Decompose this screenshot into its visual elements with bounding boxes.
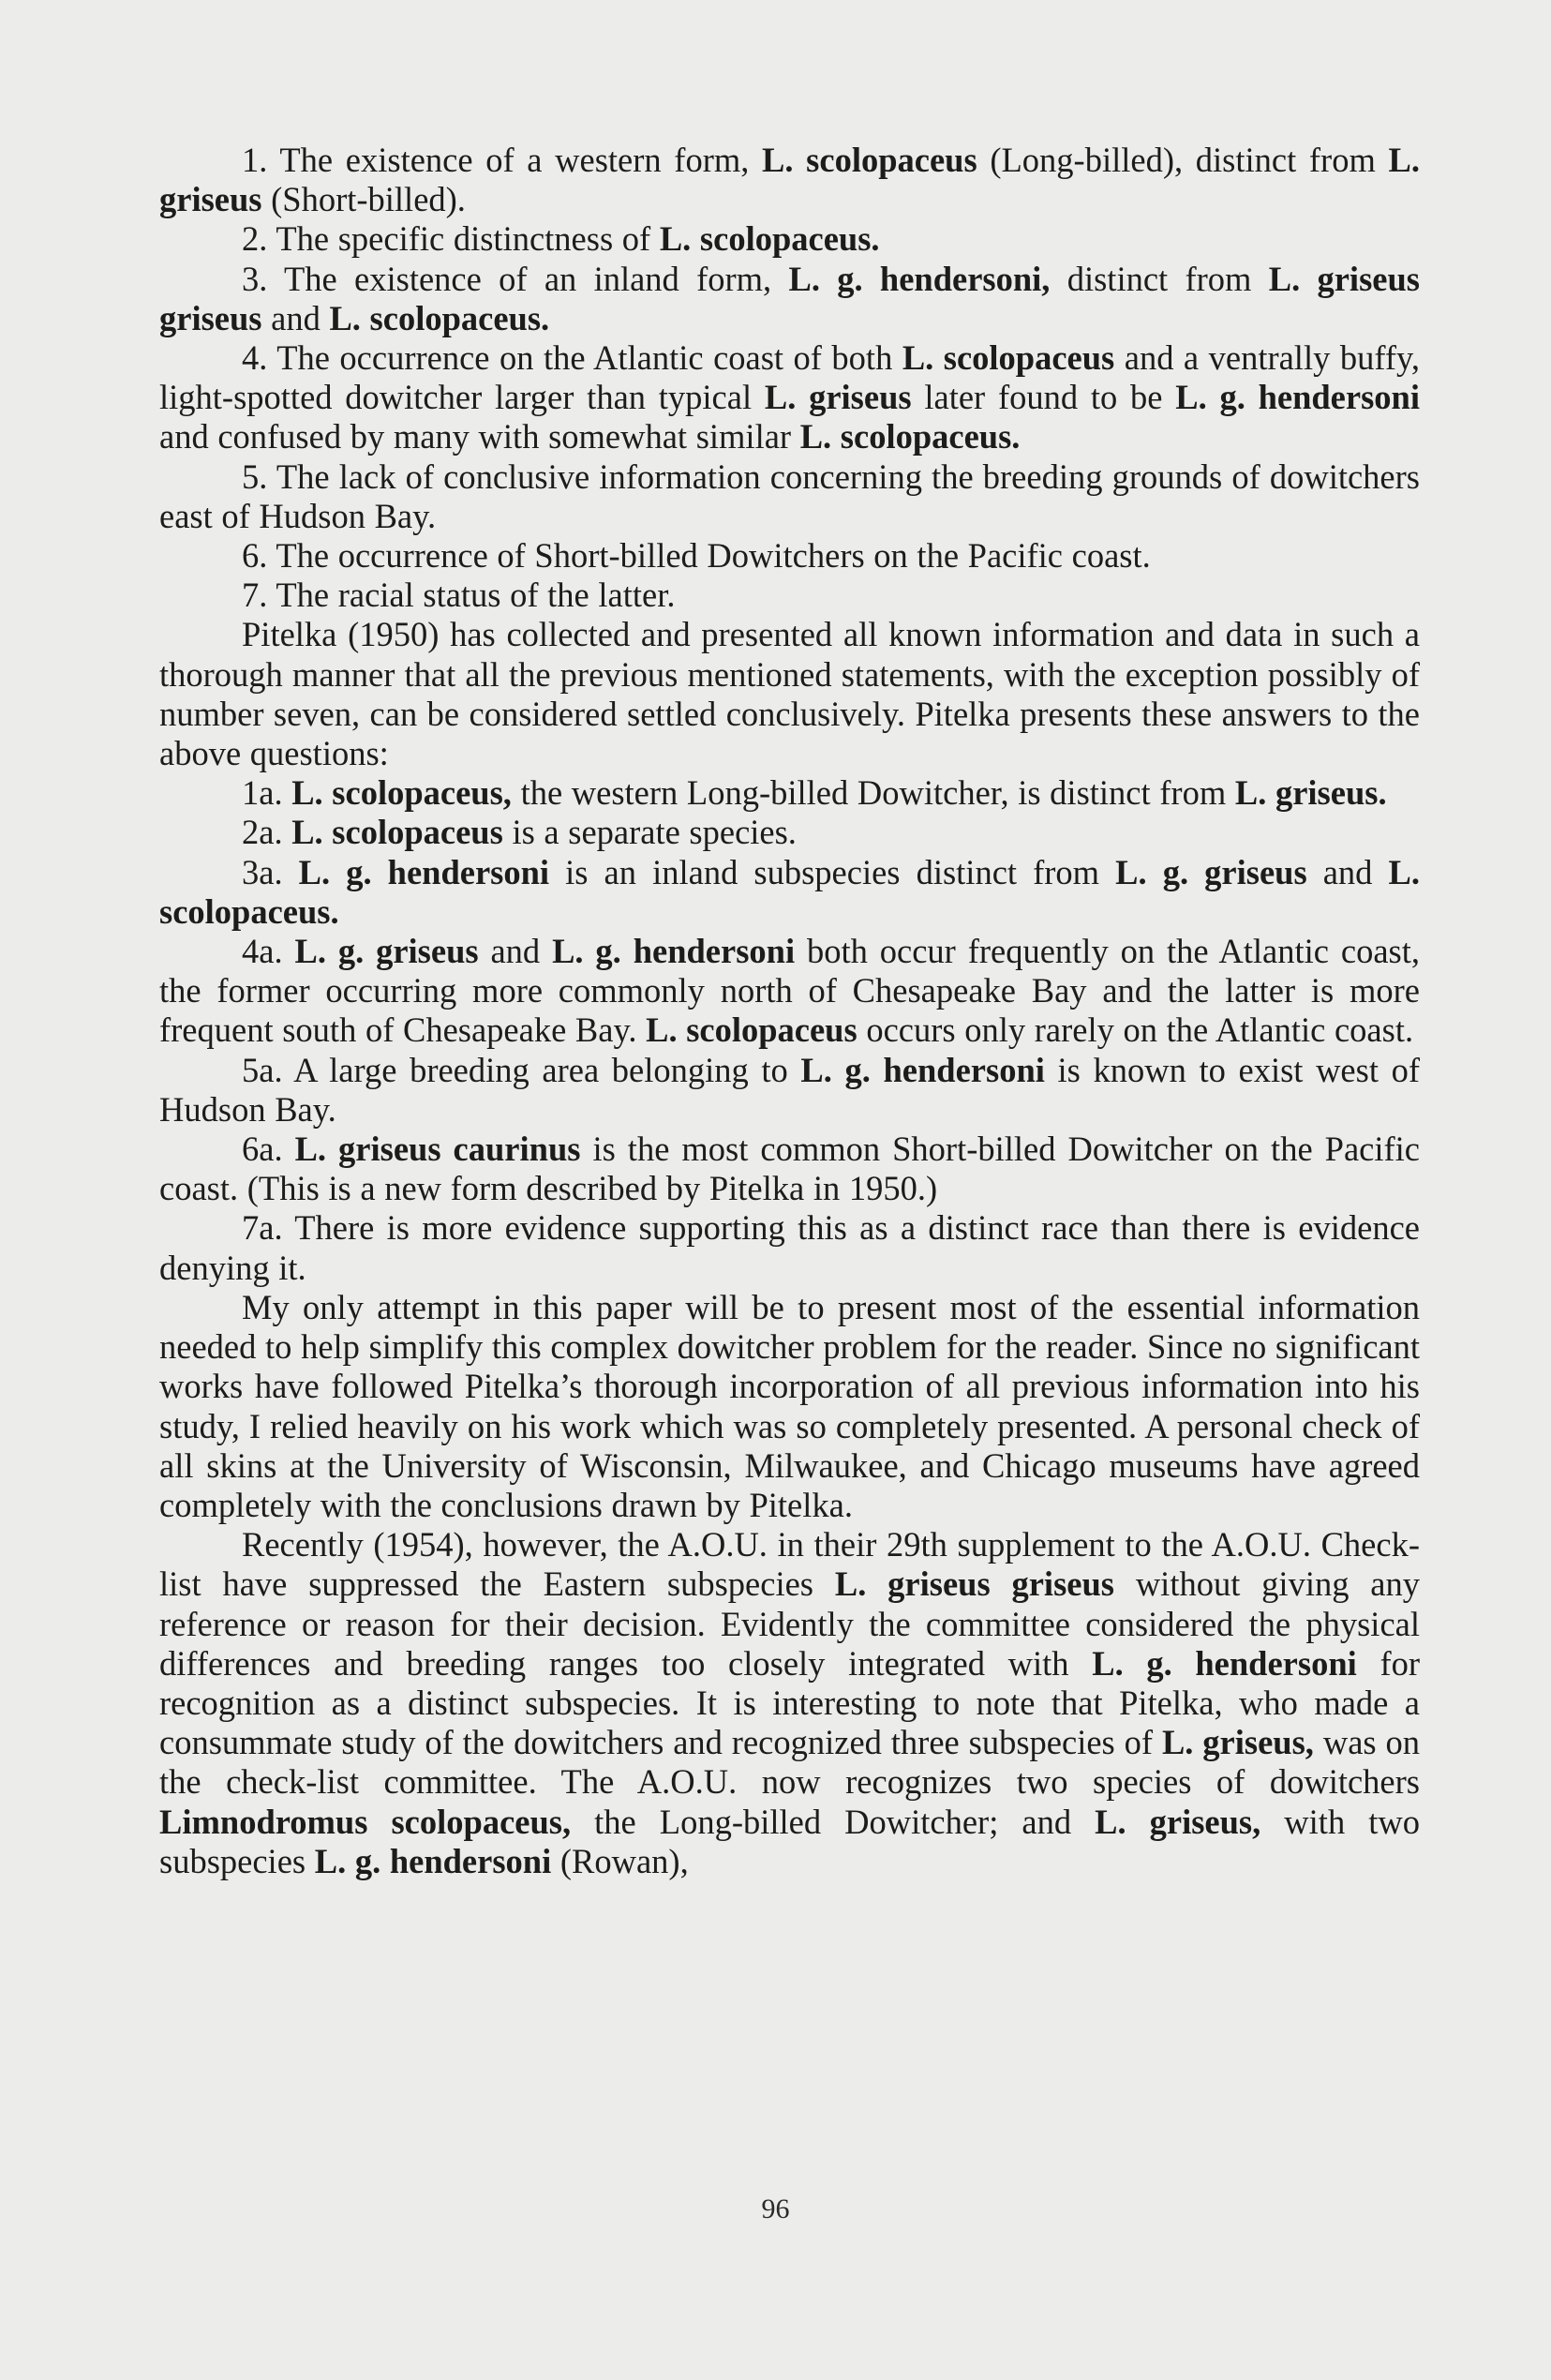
text-run: 7a. There is more evidence supporting this as a distinct race than there is evidence denying it. [159, 1208, 1420, 1287]
taxon-name: L. griseus griseus [159, 259, 1420, 337]
taxon-name: L. griseus griseus [834, 1564, 1114, 1604]
text-run: and a ventrally buffy, light-spotted dowitcher larger than typical [159, 338, 1420, 417]
taxon-name: L. griseus, [1095, 1802, 1261, 1841]
paragraph [159, 853, 1420, 932]
taxon-name: L. g. hendersoni [1092, 1643, 1357, 1683]
text-run: 3. The existence of an inland form, [242, 259, 789, 298]
text-run: 1. The existence of a western form, [242, 141, 763, 179]
taxon-name: L. g. hendersoni, [788, 259, 1051, 298]
taxon-name: L. griseus [159, 141, 1420, 219]
taxon-name: L. scolopaceus [291, 813, 503, 852]
text-run: 4. The occurrence on the Atlantic coast of both [242, 338, 902, 378]
paragraph [159, 813, 1420, 852]
taxon-name: L. g. hendersoni [800, 1050, 1045, 1089]
text-run: without giving any reference or reason for their decision. Evidently the committee considered the physical differences and breeding ranges too closely integrated with [159, 1564, 1420, 1683]
text-run: 5. The lack of conclusive information concerning the breeding grounds of dowitchers east of Hudson Bay. [159, 457, 1420, 535]
taxon-name: L. griseus [764, 378, 912, 417]
taxon-name: L. scolopaceus [902, 338, 1115, 378]
taxon-name: L. g. hendersoni [314, 1841, 552, 1880]
text-run: occurs only rarely on the Atlantic coast. [857, 1010, 1414, 1050]
text-run: 3a. [242, 852, 299, 891]
paragraph [159, 576, 1420, 615]
paragraph [159, 338, 1420, 457]
paragraph [159, 615, 1420, 773]
taxon-name: L. g. hendersoni [552, 932, 796, 971]
paragraph [159, 457, 1420, 536]
text-run: and [478, 932, 553, 971]
text-run: 6a. [242, 1130, 295, 1169]
paragraph [159, 1525, 1420, 1881]
taxon-name: L. scolopaceus. [799, 417, 1021, 457]
paragraph [159, 1130, 1420, 1208]
text-run: later found to be [911, 378, 1176, 417]
text-run: the western Long-billed Dowitcher, is distinct from [511, 773, 1235, 813]
text-run: and confused by many with somewhat similar [159, 417, 800, 457]
paragraph [159, 1288, 1420, 1525]
text-run: 4a. [242, 932, 295, 971]
text-run: distinct from [1050, 259, 1269, 298]
taxon-name: L. griseus. [1234, 773, 1387, 813]
text-run: 6. The occurrence of Short-billed Dowitchers on the Pacific coast. [242, 536, 1151, 576]
text-run: My only attempt in this paper will be to present most of the essential information needed to help simplify this complex dowitcher problem for the reader. Since no significant works have followed Pitelka’s thorough incorporation of all previous information into his study, I relied heavily on his work which was so completely presented. A personal check of all skins at the University of Wisconsin, Milwaukee, and Chicago museums have agreed completely with the conclusions drawn by Pitelka. [159, 1287, 1420, 1524]
text-run: both occur frequently on the Atlantic coast, the former occurring more commonly north of Chesapeake Bay and the latter is more frequent south of Chesapeake Bay. [159, 932, 1420, 1050]
paragraph [159, 141, 1420, 219]
text-run: for recognition as a distinct subspecies. It is interesting to note that Pitelka, who made a consummate study of the dowitchers and recognized three subspecies of [159, 1643, 1420, 1762]
taxon-name: Limnodromus scolopaceus, [159, 1802, 572, 1841]
text-run: and [1306, 852, 1389, 891]
taxon-name: L. scolopaceus. [159, 852, 1420, 931]
text-run: Recently (1954), however, the A.O.U. in their 29th supplement to the A.O.U. Check-list have suppressed the Eastern subspecies [159, 1525, 1420, 1604]
page-number: 96 [761, 2193, 790, 2224]
text-run: is the most common Short-billed Dowitcher on the Pacific coast. (This is a new form described by Pitelka in 1950.) [159, 1130, 1420, 1208]
paragraph [159, 260, 1420, 338]
text-run: 7. The racial status of the latter. [242, 576, 676, 615]
taxon-name: L. griseus caurinus [294, 1130, 581, 1169]
text-run: with two subspecies [159, 1802, 1420, 1880]
page-body [159, 141, 1420, 1881]
text-run: Pitelka (1950) has collected and presented all known information and data in such a thorough manner that all the previous mentioned statements, with the exception possibly of number seven, can be considered settled conclusively. Pitelka presents these answers to the above questions: [159, 615, 1420, 773]
text-run: is a separate species. [502, 813, 797, 852]
text-run: is an inland subspecies distinct from [549, 852, 1116, 891]
taxon-name: L. scolopaceus, [291, 773, 512, 813]
text-run: is known to exist west of Hudson Bay. [159, 1050, 1420, 1129]
paragraph [159, 773, 1420, 813]
text-run: the Long-billed Dowitcher; and [571, 1802, 1096, 1841]
text-run: and [261, 298, 330, 337]
paragraph [159, 1051, 1420, 1130]
taxon-name: L. scolopaceus. [659, 219, 880, 259]
taxon-name: L. g. griseus [1115, 852, 1307, 891]
taxon-name: L. griseus, [1161, 1723, 1314, 1762]
taxon-name: L. g. griseus [294, 932, 479, 971]
text-run: (Rowan), [551, 1841, 689, 1880]
text-run: 2. The specific distinctness of [242, 219, 660, 259]
text-run: (Long-billed), distinct from [977, 141, 1389, 179]
taxon-name: L. g. hendersoni [1175, 378, 1420, 417]
paragraph [159, 219, 1420, 259]
text-run: was on the check-list committee. The A.O.U. now recognizes two species of dowitchers [159, 1723, 1420, 1802]
paragraph [159, 1208, 1420, 1287]
text-run: 2a. [242, 813, 292, 852]
taxon-name: L. scolopaceus [762, 141, 977, 179]
paragraph [159, 932, 1420, 1051]
taxon-name: L. scolopaceus. [329, 298, 550, 337]
text-run: 1a. [242, 773, 292, 813]
taxon-name: L. scolopaceus [646, 1010, 858, 1050]
taxon-name: L. g. hendersoni [298, 852, 550, 891]
text-run: 5a. A large breeding area belonging to [242, 1050, 801, 1089]
text-run: (Short-billed). [261, 180, 466, 219]
paragraph [159, 536, 1420, 576]
